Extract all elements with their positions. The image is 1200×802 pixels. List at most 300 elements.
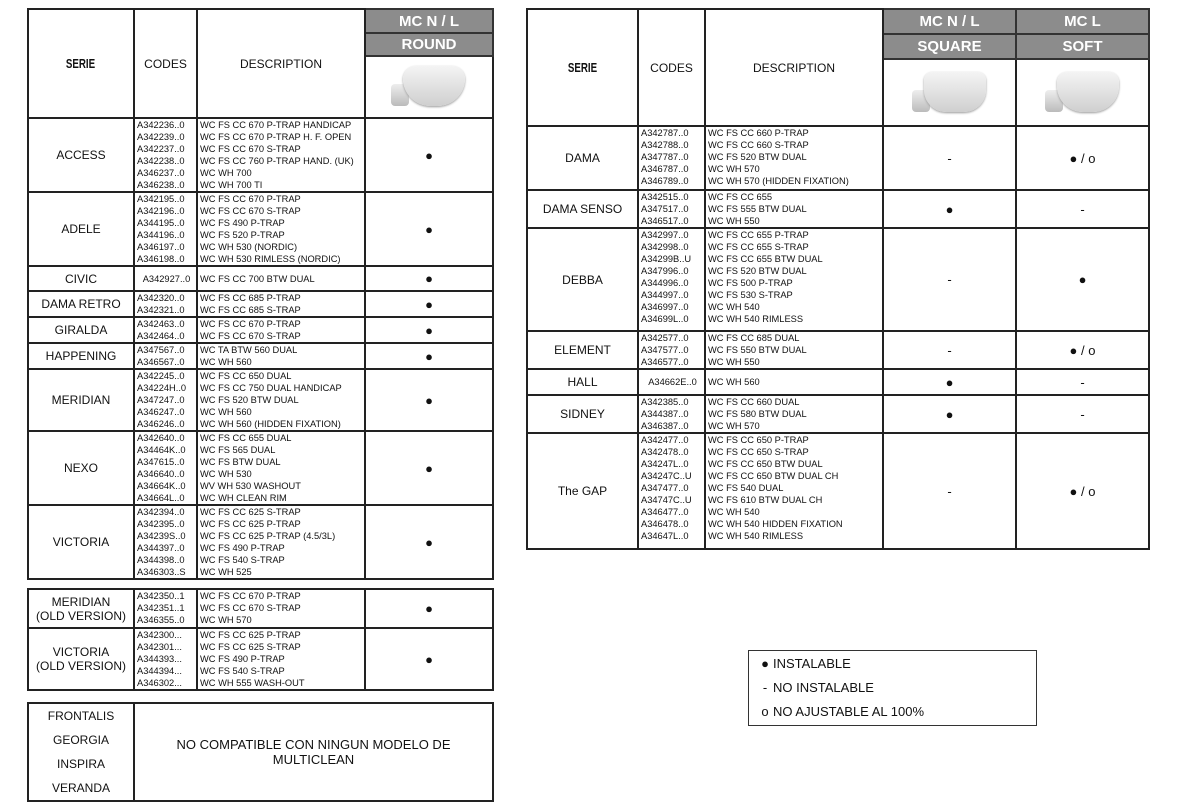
codes-cell [134,589,197,628]
serie-label: VICTORIA [52,535,110,549]
codes-cell-line: A342395..0 [137,519,185,529]
description-cell [197,628,365,690]
codes-cell-line: A346640..0 [137,469,185,479]
header-shape-square: SQUARE [883,34,1016,59]
codes-cell-line: A344398..0 [137,555,185,565]
serie-label: CIVIC [64,271,97,286]
codes-cell [134,369,197,431]
description-cell [705,395,883,433]
codes-cell-line: A34224H..0 [137,383,187,393]
description-cell-line: WC FS 520 BTW DUAL [200,395,299,405]
codes-cell-line: A342301... [137,642,182,652]
legend-item [749,652,1036,676]
description-cell-line: WC FS CC 670 S-TRAP [200,206,301,216]
description-cell-line: WC FS BTW DUAL [200,457,281,467]
description-cell-line: WC WH 540 HIDDEN FIXATION [708,519,843,529]
serie-name [527,228,638,331]
serie-name [527,433,638,549]
compat-soft: ● / o [1016,331,1149,369]
codes-cell-line: A346303..S [137,567,186,577]
right-column [526,8,1148,726]
codes-cell-line: A347567..0 [137,345,185,355]
serie-name [28,266,134,291]
description-cell-line: WC FS 520 BTW DUAL [708,266,807,276]
codes-cell-line: A342463..0 [137,319,185,329]
description-cell-line: WC FS 580 BTW DUAL [708,409,807,419]
description-cell-line: WC FS CC 670 P-TRAP HANDICAP [200,120,352,130]
description-cell-line: WC WH 555 WASH-OUT [200,678,305,688]
codes-cell-line: A346197..0 [137,242,185,252]
description-cell [197,343,365,369]
serie-name [527,395,638,433]
description-cell-line: WC FS CC 655 BTW DUAL [708,254,823,264]
description-cell-line: WC FS CC 670 P-TRAP H. F. OPEN [200,132,352,142]
codes-cell-line: A347787..0 [641,152,689,162]
compat-round: ● [365,628,493,690]
description-cell-line: WV WH 530 WASHOUT [200,481,301,491]
codes-cell-line: A346787..0 [641,164,689,174]
codes-cell-line: A342236..0 [137,120,185,130]
header-serie [527,9,638,126]
codes-cell-line: A34247L..0 [641,459,689,469]
legend-item [749,700,1036,724]
right-compatibility-table [526,8,1150,550]
table-row [28,505,493,579]
table-row [527,190,1149,228]
compat-soft: ● [1016,228,1149,331]
description-cell-line: WC FS CC 760 P-TRAP HAND. (UK) [200,156,354,166]
description-cell-line: WC TA BTW 560 DUAL [200,345,298,355]
description-cell-line: WC FS CC 655 DUAL [200,433,292,443]
compat-soft: ● / o [1016,126,1149,190]
left-compatibility-table [27,8,494,580]
square-seat-image [883,59,1016,126]
legend-label: NO AJUSTABLE AL 100% [773,704,925,719]
codes-cell-line: A344387..0 [641,409,689,419]
serie-name [28,291,134,317]
codes-cell-line: A344195..0 [137,218,185,228]
description-cell-line: WC WH 540 [708,302,760,312]
table-row [28,317,493,343]
codes-cell [134,291,197,317]
codes-cell-line: A347477..0 [641,483,689,493]
description-cell-line: WC FS CC 670 P-TRAP [200,194,301,204]
header-codes: CODES [638,9,705,126]
codes-cell-line: A344997..0 [641,290,689,300]
description-cell-line: WC WH 570 [708,164,760,174]
codes-cell-line: A34699L..0 [641,314,689,324]
codes-cell-line: A346387..0 [641,421,689,431]
compat-square: - [883,331,1016,369]
codes-cell [638,433,705,549]
description-cell-line: WC FS CC 625 P-TRAP [200,519,301,529]
description-cell-line: WC WH 560 [708,377,760,387]
serie-label: DAMA RETRO [41,297,121,311]
description-cell [197,505,365,579]
serie-label: ELEMENT [554,343,611,357]
legend-symbol: - [762,680,768,695]
description-cell-line: WC FS CC 685 P-TRAP [200,293,301,303]
description-cell [197,431,365,505]
description-cell-line: WC FS CC 650 DUAL [200,371,292,381]
serie-label: DAMA SENSO [542,202,623,216]
description-cell-line: WC WH CLEAN RIM [200,493,287,503]
compat-round: ● [365,291,493,317]
codes-cell-line: A342196..0 [137,206,185,216]
description-cell-line: WC FS CC 670 S-TRAP [200,144,301,154]
compat-round: ● [365,369,493,431]
round-seat-image [365,56,493,118]
serie-sublabel: (OLD VERSION) [35,659,126,673]
serie-name [28,343,134,369]
codes-cell-line: A34647L..0 [641,531,689,541]
legend-symbol: o [761,704,769,719]
compat-round: ● [365,431,493,505]
compat-round: ● [365,343,493,369]
serie-name [527,190,638,228]
codes-cell [134,192,197,266]
codes-cell [134,118,197,192]
serie-label: NEXO [63,461,98,475]
description-cell-line: WC WH 530 RIMLESS (NORDIC) [200,254,341,264]
description-cell-line: WC FS CC 685 DUAL [708,333,800,343]
header-description: DESCRIPTION [197,9,365,118]
description-cell-line: WC WH 550 [708,216,760,226]
codes-cell-line: A342300... [137,630,182,640]
codes-cell-line: A342320..0 [137,293,185,303]
codes-cell-line: A344397..0 [137,543,185,553]
serie-name [527,331,638,369]
description-cell-line: WC FS 540 S-TRAP [200,555,285,565]
codes-cell-line: A342245..0 [137,371,185,381]
codes-cell-line: A34664K..0 [137,481,186,491]
description-cell-line: WC WH 530 [200,469,252,479]
table-row [28,431,493,505]
codes-cell-line: A34247C..U [641,471,692,481]
codes-cell [638,395,705,433]
description-cell-line: WC FS CC 650 BTW DUAL CH [708,471,839,481]
compat-square: - [883,228,1016,331]
description-cell-line: WC FS 540 S-TRAP [200,666,285,676]
description-cell [705,433,883,549]
compat-round: ● [365,317,493,343]
serie-name [28,192,134,266]
codes-cell-line: A346789..0 [641,176,689,186]
legend-label: INSTALABLE [773,656,851,671]
description-cell [197,369,365,431]
serie-name [28,505,134,579]
legend-label: NO INSTALABLE [773,680,874,695]
soft-seat-image [1016,59,1149,126]
serie-name [28,628,134,690]
description-cell-line: WC FS 550 BTW DUAL [708,345,807,355]
description-cell-line: WC FS CC 700 BTW DUAL [200,273,315,284]
codes-cell-line: A342351..1 [137,603,185,613]
codes-cell-line: A344196..0 [137,230,185,240]
description-cell-line: WC WH 560 [200,407,252,417]
codes-cell-line: A347615..0 [137,457,185,467]
description-cell-line: WC FS 540 DUAL [708,483,784,493]
serie-name [28,589,134,628]
serie-label: DEBBA [562,272,603,287]
description-cell-line: WC FS CC 650 S-TRAP [708,447,809,457]
description-cell-line: WC FS CC 625 S-TRAP [200,507,301,517]
codes-cell [638,126,705,190]
description-cell [197,192,365,266]
codes-cell [134,505,197,579]
serie-name [527,369,638,395]
codes-cell-line: A346477..0 [641,507,689,517]
incompatible-series: INSPIRA [56,757,105,771]
description-cell-line: WC FS CC 625 P-TRAP (4.5/3L) [200,531,336,541]
description-cell-line: WC WH 570 [200,615,252,625]
incompatible-message [134,703,493,801]
header-serie [28,9,134,118]
serie-name [28,431,134,505]
table-row [527,126,1149,190]
codes-cell-line: A347996..0 [641,266,689,276]
codes-cell-line: A342239..0 [137,132,185,142]
table-row [28,291,493,317]
description-cell-line: WC FS CC 625 P-TRAP [200,630,301,640]
serie-name [28,118,134,192]
compat-square: - [883,126,1016,190]
description-cell-line: WC FS CC 650 BTW DUAL [708,459,823,469]
description-cell-line: WC FS 490 P-TRAP [200,654,285,664]
serie-label: MERIDIAN [51,393,111,407]
serie-label: HALL [567,375,598,389]
table-row [28,266,493,291]
codes-cell [134,266,197,291]
codes-cell-line: A342477..0 [641,435,689,445]
header-codes: CODES [134,9,197,118]
description-cell-line: WC FS 520 P-TRAP [200,230,285,240]
header-shape-round: ROUND [365,33,493,56]
codes-cell-line: A342238..0 [137,156,185,166]
codes-cell-line: A342577..0 [641,333,689,343]
description-cell [705,369,883,395]
codes-cell-line: A342385..0 [641,397,689,407]
table-row [28,343,493,369]
codes-cell-line: A346478..0 [641,519,689,529]
description-cell-line: WC FS CC 655 [708,192,773,202]
codes-cell-line: A34299B..U [641,254,692,264]
old-version-table [27,588,494,691]
description-cell [705,331,883,369]
codes-cell-line: A344394... [137,666,182,676]
codes-cell-line: A342321..0 [137,305,185,315]
incompatible-series: GEORGIA [52,733,109,747]
codes-cell-line: A346247..0 [137,407,185,417]
codes-cell-line: A342640..0 [137,433,185,443]
table-row [527,433,1149,549]
codes-cell-line: A34664L..0 [137,493,185,503]
codes-cell-line: A34747C..U [641,495,692,505]
compat-soft: - [1016,369,1149,395]
header-serie-label: SERIE [567,60,598,75]
legend-item [749,676,1036,700]
table-row [28,589,493,628]
description-cell-line: WC FS CC 660 DUAL [708,397,800,407]
description-cell-line: WC FS CC 670 P-TRAP [200,319,301,329]
description-cell-line: WC FS 520 BTW DUAL [708,152,807,162]
codes-cell-line: A347517..0 [641,204,689,214]
description-cell-line: WC WH 540 RIMLESS [708,314,804,324]
codes-cell-line: A342195..0 [137,194,185,204]
codes-cell-line: A347247..0 [137,395,185,405]
codes-cell-line: A342464..0 [137,331,185,341]
incompatible-series: VERANDA [51,781,110,795]
serie-name [527,126,638,190]
header-shape-soft: SOFT [1016,34,1149,59]
description-cell-line: WC FS CC 655 P-TRAP [708,230,809,240]
codes-cell-line: A346577..0 [641,357,689,367]
codes-cell-line: A342478..0 [641,447,689,457]
description-cell-line: WC FS CC 750 DUAL HANDICAP [200,383,342,393]
codes-cell [134,343,197,369]
codes-cell-line: A342350..1 [137,591,185,601]
incompatible-series-list [28,703,134,801]
codes-cell-line: A342927..0 [142,273,191,284]
serie-label: DAMA [565,151,600,165]
codes-cell [134,431,197,505]
codes-cell [134,317,197,343]
codes-cell-line: A34464K..0 [137,445,186,455]
table-row [28,192,493,266]
codes-cell [638,369,705,395]
header-serie-label: SERIE [66,56,96,71]
description-cell-line: WC FS CC 660 S-TRAP [708,140,809,150]
table-row [28,628,493,690]
compat-square: ● [883,369,1016,395]
codes-cell-line: A346198..0 [137,254,185,264]
compat-square: - [883,433,1016,549]
description-cell-line: WC FS CC 655 S-TRAP [708,242,809,252]
description-cell [197,291,365,317]
description-cell-line: WC FS 530 S-TRAP [708,290,793,300]
compat-round: ● [365,118,493,192]
serie-name [28,317,134,343]
description-cell-line: WC FS CC 670 S-TRAP [200,603,301,613]
codes-cell-line: A346517..0 [641,216,689,226]
header-model-l: MC L [1016,9,1149,34]
codes-cell [638,190,705,228]
table-row [28,369,493,431]
table-row [527,228,1149,331]
compat-soft: - [1016,395,1149,433]
description-cell [705,228,883,331]
description-cell-line: WC FS CC 670 P-TRAP [200,591,301,601]
description-cell [197,118,365,192]
serie-label: GIRALDA [54,323,108,337]
table-row [28,118,493,192]
serie-label: SIDNEY [560,407,605,421]
codes-cell-line: A342515..0 [641,192,689,202]
serie-label: VICTORIA [52,645,110,659]
description-cell-line: WC FS CC 685 S-TRAP [200,305,301,315]
serie-label: ACCESS [56,148,106,162]
codes-cell-line: A342787..0 [641,128,689,138]
serie-label: The GAP [557,484,608,498]
codes-cell-line: A342998..0 [641,242,689,252]
incompatible-message-text: NO COMPATIBLE CON NINGUN MODELO DE MULTICLEAN [176,737,451,767]
description-cell [197,266,365,291]
codes-cell-line: A342394..0 [137,507,185,517]
codes-cell-line: A342788..0 [641,140,689,150]
codes-cell-line: A34239S..0 [137,531,186,541]
table-row [527,395,1149,433]
serie-label: ADELE [61,222,101,236]
table-row [527,331,1149,369]
description-cell-line: WC FS 500 P-TRAP [708,278,793,288]
description-cell-line: WC FS 490 P-TRAP [200,218,285,228]
compat-round: ● [365,505,493,579]
codes-cell-line: A346355..0 [137,615,185,625]
description-cell [197,317,365,343]
left-column [27,8,492,802]
description-cell-line: WC FS 555 BTW DUAL [708,204,807,214]
description-cell-line: WC WH 570 (HIDDEN FIXATION) [708,176,849,186]
serie-name [28,369,134,431]
codes-cell-line: A342237..0 [137,144,185,154]
compat-round: ● [365,589,493,628]
codes-cell-line: A346246..0 [137,419,185,429]
description-cell-line: WC WH 700 [200,168,252,178]
description-cell-line: WC WH 700 TI [200,180,263,190]
incompatible-table [27,702,494,802]
codes-cell-line: A346997..0 [641,302,689,312]
description-cell [197,589,365,628]
codes-cell-line: A34662E..0 [648,377,697,387]
legend [748,650,1037,726]
compat-square: ● [883,395,1016,433]
description-cell-line: WC FS 610 BTW DUAL CH [708,495,823,505]
compat-round: ● [365,266,493,291]
codes-cell-line: A346237..0 [137,168,185,178]
description-cell-line: WC WH 540 [708,507,760,517]
compat-square: ● [883,190,1016,228]
compat-soft: - [1016,190,1149,228]
codes-cell-line: A346567..0 [137,357,185,367]
incompatible-series: FRONTALIS [47,709,115,723]
codes-cell-line: A346238..0 [137,180,185,190]
codes-cell-line: A342997..0 [641,230,689,240]
codes-cell [638,331,705,369]
codes-cell-line: A347577..0 [641,345,689,355]
description-cell-line: WC FS CC 660 P-TRAP [708,128,809,138]
header-model-nl: MC N / L [883,9,1016,34]
codes-cell-line: A346302... [137,678,182,688]
description-cell-line: WC FS CC 670 S-TRAP [200,331,301,341]
description-cell-line: WC FS 565 DUAL [200,445,276,455]
codes-cell [638,228,705,331]
codes-cell-line: A344393... [137,654,182,664]
serie-sublabel: (OLD VERSION) [35,608,126,623]
description-cell-line: WC WH 570 [708,421,760,431]
description-cell-line: WC FS CC 625 S-TRAP [200,642,301,652]
description-cell [705,126,883,190]
description-cell-line: WC FS CC 650 P-TRAP [708,435,809,445]
description-cell-line: WC WH 525 [200,567,252,577]
description-cell-line: WC WH 560 [200,357,252,367]
description-cell-line: WC FS 490 P-TRAP [200,543,285,553]
description-cell-line: WC WH 540 RIMLESS [708,531,804,541]
table-row [527,369,1149,395]
description-cell [705,190,883,228]
description-cell-line: WC WH 530 (NORDIC) [200,242,298,252]
codes-cell-line: A344996..0 [641,278,689,288]
description-cell-line: WC WH 550 [708,357,760,367]
